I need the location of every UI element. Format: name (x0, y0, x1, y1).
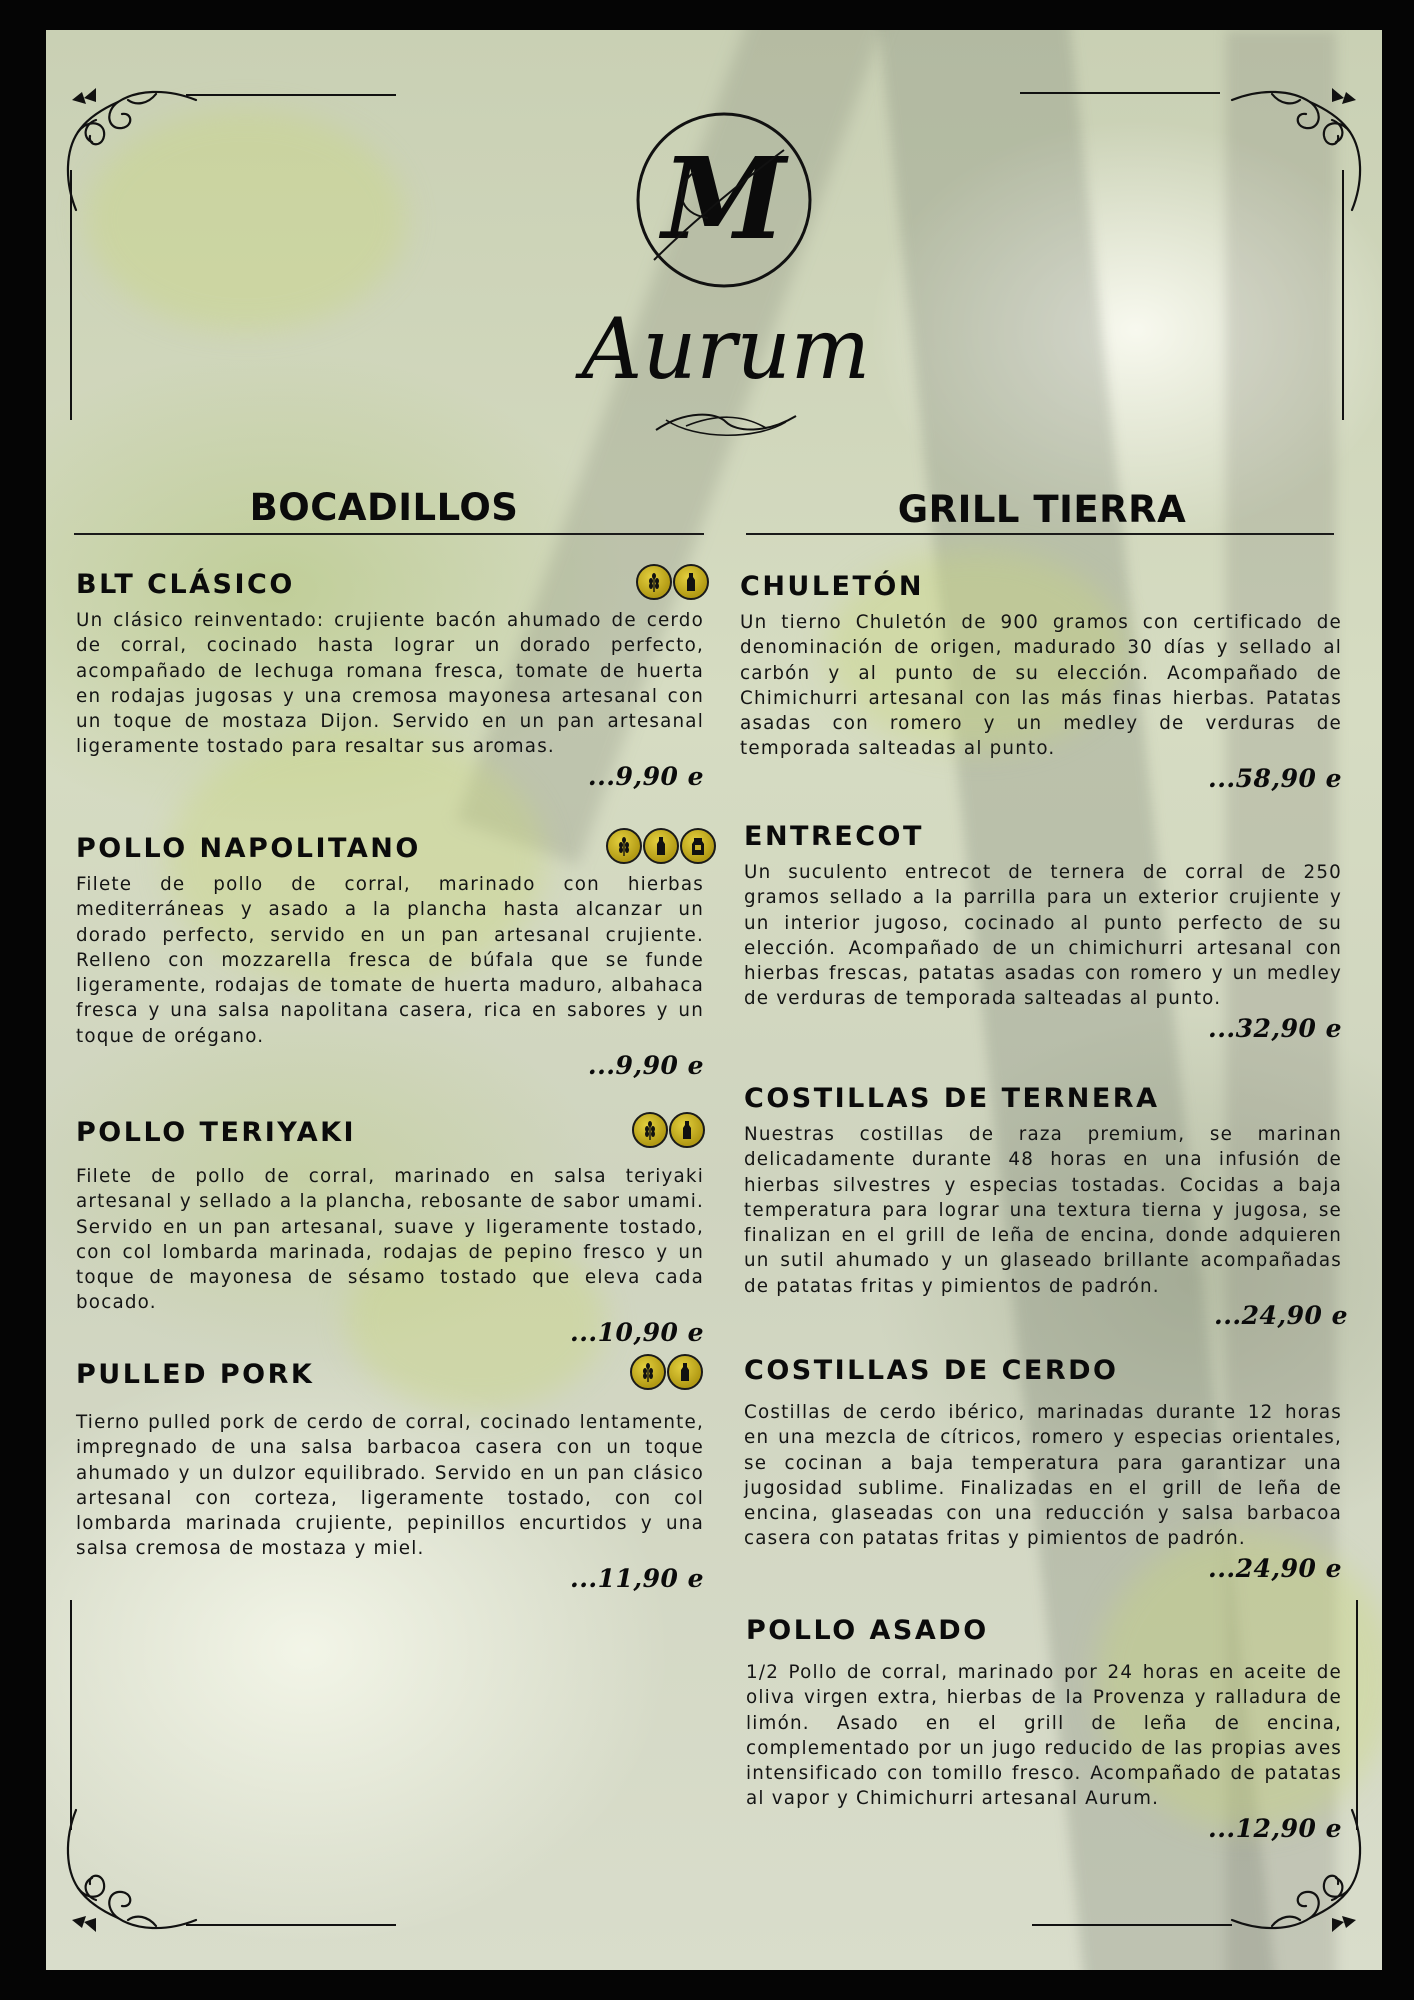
item-description: Un tierno Chuletón de 900 gramos con certificado de denominación de origen, madurado 30 días y sellado al carbón y al punto de su elección. Acompañado de Chimichurri artesanal con las más finas hierbas. Patatas asadas con romero y un medley de verduras de temporada salteadas al punto. (740, 612, 1342, 760)
item-description: Costillas de cerdo ibérico, marinadas durante 12 horas en una mezcla de cítricos, romero y especias orientales, se cocinan a baja temperatura para garantizar una jugosidad sublime. Finalizadas en el grill de leña de encina, glaseadas con una reducción y salsa barbacoa casera con patatas fritas y pimientos de padrón. (744, 1402, 1342, 1550)
item-description: Nuestras costillas de raza premium, se marinan delicadamente durante 48 horas en una infusión de hierbas silvestres y especias tostadas. Cocidas a baja temperatura para lograr una textura tierna y jugosa, se finalizan en el grill de leña de encina, donde adquieren un sutil ahumado y un glaseado brillante acompañadas de patatas fritas y pimientos de padrón. (744, 1124, 1342, 1297)
frame-line-bottom-left (186, 1924, 396, 1926)
item-description: Filete de pollo de corral, marinado en salsa teriyaki artesanal y sellado a la plancha, rebosante de sabor umami. Servido en un pan artesanal, suave y ligeramente tostado, con col lombarda marinada, rodajas de pepino fresco y un toque de mayonesa de sésamo tostado que eleva cada bocado. (76, 1166, 704, 1314)
milk-icon (680, 828, 716, 864)
gluten-icon (636, 564, 672, 600)
menu-item (76, 568, 704, 791)
item-price: ...12,90 e (1207, 1813, 1342, 1843)
menu-page (46, 30, 1382, 1970)
item-name: ENTRECOT (744, 821, 924, 852)
corner-ornament-top-left (56, 80, 206, 220)
item-price: ...58,90 e (1207, 763, 1342, 793)
item-name: COSTILLAS DE TERNERA (744, 1083, 1160, 1114)
item-name: CHULETÓN (740, 571, 924, 602)
item-name: PULLED PORK (76, 1359, 315, 1390)
menu-item (76, 832, 704, 1080)
item-description: Filete de pollo de corral, marinado con hierbas mediterráneas y asado a la plancha hasta alcanzar un dorado perfecto, servido en un pan artesanal crujiente. Relleno con mozzarella fresca de búfala que se funde ligeramente, rodajas de tomate de huerta maduro, albahaca fresca y una salsa napolitana casera, rica en sabores y un toque de orégano. (76, 874, 704, 1047)
item-description: Un suculento entrecot de ternera de corral de 250 gramos sellado a la parrilla para un exterior crujiente y un interior jugoso, cocinado al punto perfecto de su elección. Acompañado de un chimichurri artesanal con hierbas frescas, patatas asadas con romero y un medley de verduras de temporada salteadas al punto. (744, 862, 1342, 1010)
allergen-icons (632, 1112, 705, 1148)
frame-line-top-right (1020, 92, 1220, 94)
menu-item (744, 820, 1342, 1043)
item-name: POLLO ASADO (746, 1615, 989, 1646)
menu-item (740, 570, 1342, 793)
svg-text:M: M (662, 134, 786, 265)
item-description: Un clásico reinventado: crujiente bacón ahumado de cerdo de corral, cocinado hasta lograr un dorado perfecto, acompañado de lechuga romana fresca, tomate de huerta en rodajas jugosas y una cremosa mayonesa artesanal con un toque de mostaza Dijon. Servido en un pan artesanal ligeramente tostado para resaltar sus aromas. (76, 610, 704, 758)
egg-bottle-icon (667, 1354, 703, 1390)
egg-bottle-icon (643, 828, 679, 864)
frame-line-bottom-right (1032, 1924, 1232, 1926)
item-name: POLLO TERIYAKI (76, 1117, 357, 1148)
section-title-grill-tierra: GRILL TIERRA (897, 488, 1187, 531)
frame-line-right-bottom (1356, 1600, 1358, 1830)
frame-line-top-left (186, 94, 396, 96)
aurum-wordmark (566, 300, 886, 450)
menu-item (744, 1082, 1348, 1331)
item-description: 1/2 Pollo de corral, marinado por 24 horas en aceite de oliva virgen extra, hierbas de la Provenza y ralladura de limón. Asado en el grill de leña de encina, complementado por un jugo reducido de las propias aves intensificado con tomillo fresco. Acompañado de patatas al vapor y Chimichurri artesanal Aurum. (746, 1662, 1342, 1810)
frame-line-left-bottom (70, 1600, 72, 1830)
item-price: ...9,90 e (587, 761, 704, 791)
egg-bottle-icon (669, 1112, 705, 1148)
item-price: ...10,90 e (569, 1317, 704, 1347)
egg-bottle-icon (673, 564, 709, 600)
item-name: POLLO NAPOLITANO (76, 833, 421, 864)
item-price: ...9,90 e (587, 1051, 704, 1081)
section-title-bocadillos: BOCADILLOS (249, 486, 519, 529)
gluten-icon (630, 1354, 666, 1390)
item-price: ...24,90 e (1207, 1553, 1342, 1583)
menu-item (746, 1614, 1342, 1843)
item-description: Tierno pulled pork de cerdo de corral, cocinado lentamente, impregnado de una salsa barbacoa casera con un toque ahumado y un dulzor equilibrado. Servido en un pan clásico artesanal con corteza, ligeramente tostado, con col lombarda marinada crujiente, pepinillos encurtidos y una salsa cremosa de mostaza y miel. (76, 1412, 704, 1560)
item-name: BLT CLÁSICO (76, 569, 295, 600)
corner-ornament-bottom-left (56, 1800, 206, 1940)
aurum-monogram-logo (634, 110, 814, 290)
menu-item (76, 1116, 704, 1347)
allergen-icons (606, 828, 716, 864)
menu-item (744, 1354, 1342, 1583)
gluten-icon (606, 828, 642, 864)
item-name: COSTILLAS DE CERDO (744, 1355, 1119, 1386)
item-price: ...11,90 e (569, 1563, 704, 1593)
item-price: ...32,90 e (1207, 1013, 1342, 1043)
menu-item (76, 1358, 704, 1593)
corner-ornament-top-right (1222, 80, 1372, 220)
svg-text:Aurum: Aurum (581, 300, 871, 398)
item-price: ...24,90 e (1213, 1301, 1348, 1331)
allergen-icons (630, 1354, 703, 1390)
allergen-icons (636, 564, 709, 600)
gluten-icon (632, 1112, 668, 1148)
section-rule-bocadillos (74, 533, 704, 535)
section-rule-grill-tierra (746, 533, 1334, 535)
